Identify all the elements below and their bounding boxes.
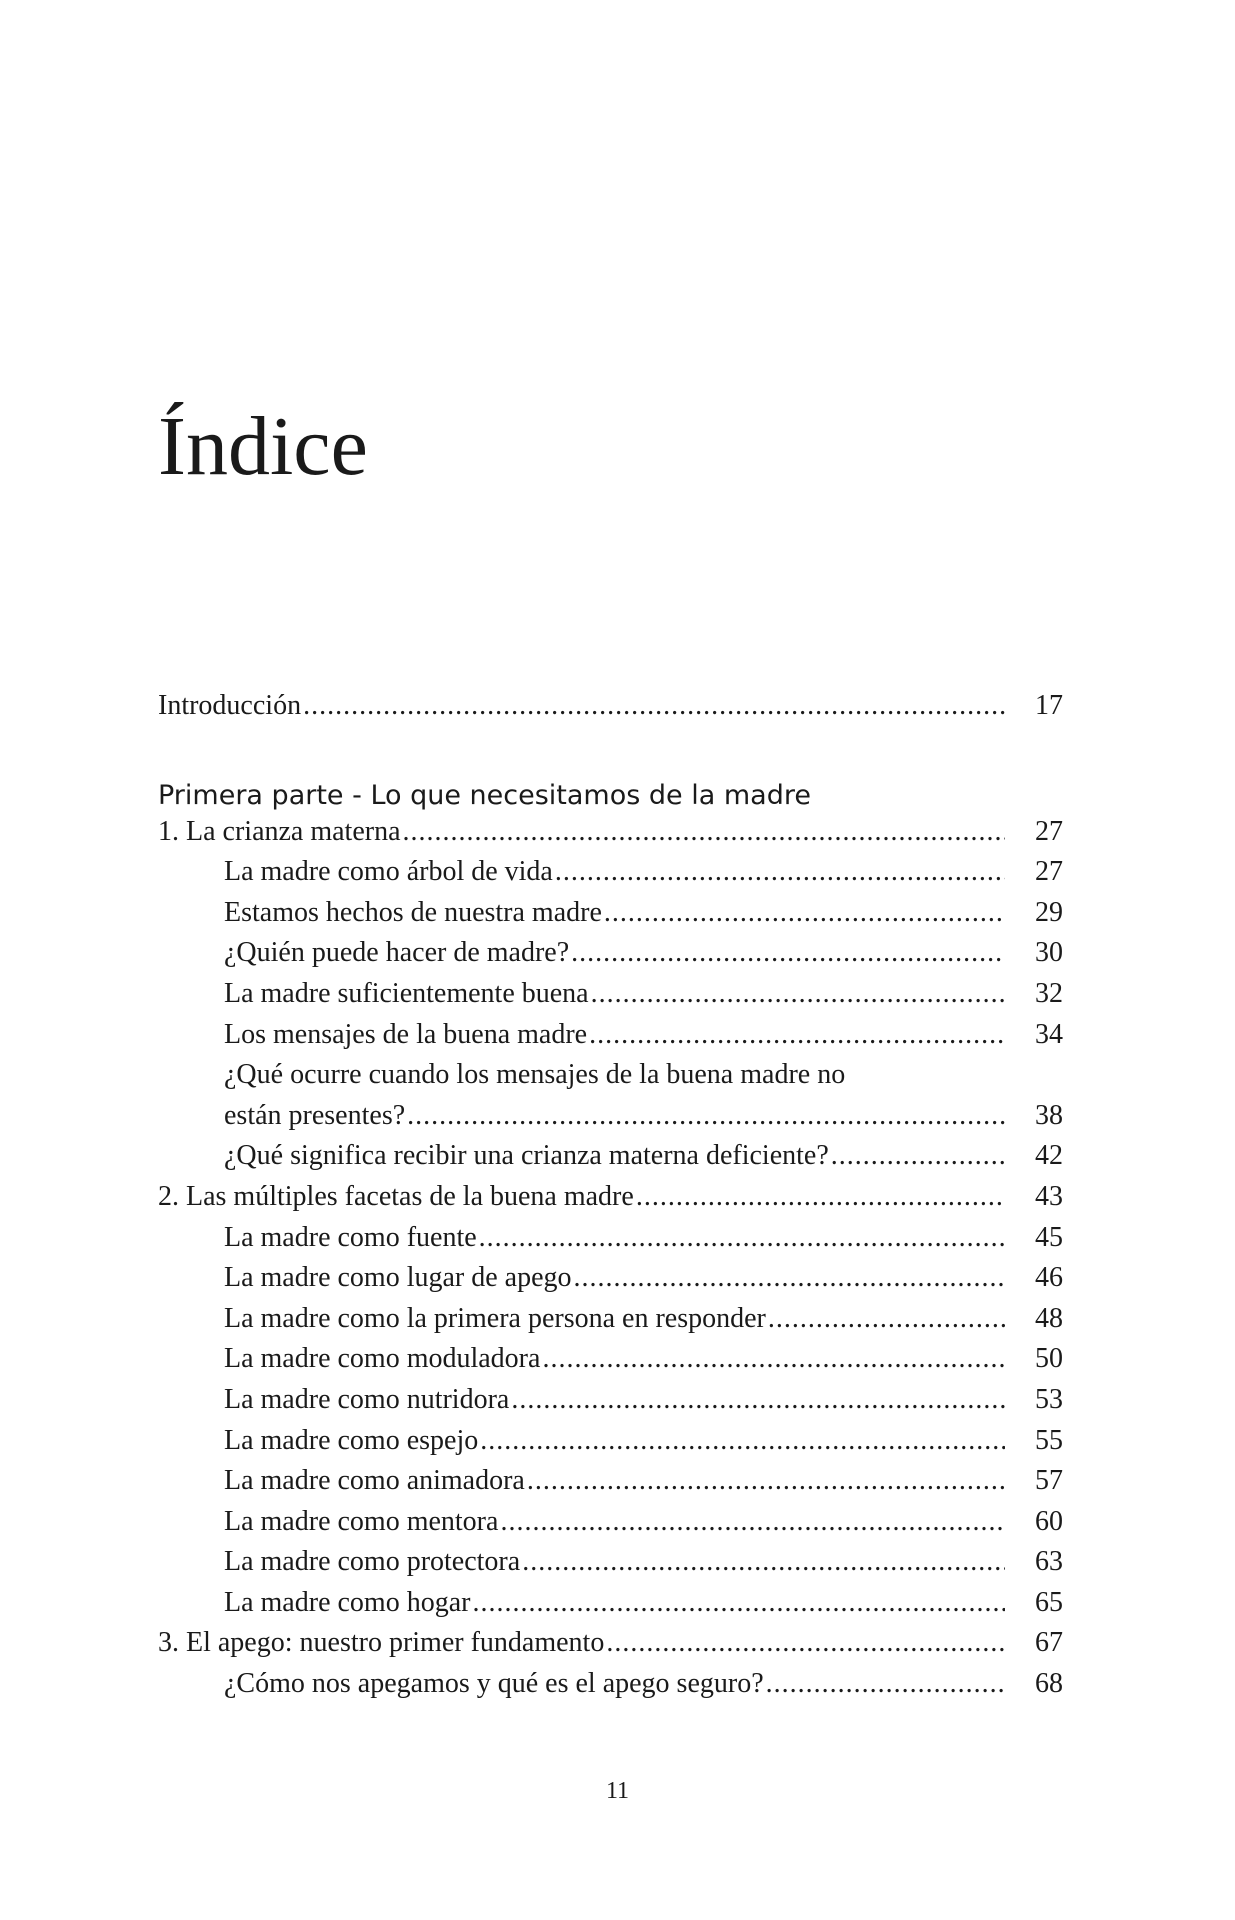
toc-chapter-3 [158, 1627, 1063, 1668]
toc-page-number: 27 [1035, 856, 1063, 888]
toc-page-number: 30 [1035, 937, 1063, 969]
page-title: Índice [158, 400, 368, 493]
toc-entry-label: La madre como nutridora [224, 1383, 510, 1415]
toc-entry [158, 1100, 1063, 1141]
toc-entry-label: ¿Qué ocurre cuando los mensajes de la buena madre no [224, 1059, 846, 1091]
toc-entry-label: 1. La crianza materna [158, 815, 401, 847]
dot-leader [831, 1140, 1005, 1172]
toc-entry-label: 3. El apego: nuestro primer fundamento [158, 1627, 605, 1659]
toc-page-number: 68 [1035, 1668, 1063, 1700]
dot-leader [303, 690, 1005, 722]
dot-leader [555, 856, 1005, 888]
toc-entry-label: La madre como fuente [224, 1221, 477, 1253]
toc-page-number: 17 [1035, 690, 1063, 721]
toc-page-number: 46 [1035, 1262, 1063, 1294]
toc-page-number: 60 [1035, 1505, 1063, 1537]
toc-entry [158, 1262, 1063, 1303]
toc-entry [158, 1425, 1063, 1466]
toc-page-number: 57 [1035, 1465, 1063, 1497]
toc-page-number: 55 [1035, 1424, 1063, 1456]
dot-leader [606, 1627, 1005, 1659]
toc-page-number: 63 [1035, 1546, 1063, 1578]
toc-entry-label: ¿Qué significa recibir una crianza materna deficiente? [224, 1140, 829, 1172]
toc-entry [158, 978, 1063, 1019]
toc-entry [158, 1465, 1063, 1506]
section-spacer [158, 731, 1063, 772]
dot-leader [527, 1465, 1005, 1497]
toc-entry [158, 1546, 1063, 1587]
toc-entry-label: Introducción [158, 690, 302, 721]
toc-entry-label: La madre como lugar de apego [224, 1262, 572, 1294]
dot-leader [522, 1546, 1005, 1578]
toc-entry-label: Los mensajes de la buena madre [224, 1018, 588, 1050]
toc-entry-label: La madre como moduladora [224, 1343, 541, 1375]
toc-entry-label: ¿Quién puede hacer de madre? [224, 937, 570, 969]
toc-entry [158, 1222, 1063, 1263]
toc-entry [158, 1343, 1063, 1384]
part-heading: Primera parte - Lo que necesitamos de la madre [158, 779, 811, 811]
toc-entry [158, 856, 1063, 897]
toc-entry-introduccion [158, 690, 1063, 731]
table-of-contents [158, 690, 1063, 1709]
toc-entry-label: La madre como la primera persona en responder [224, 1302, 766, 1334]
dot-leader [407, 1100, 1005, 1132]
toc-page-number: 42 [1035, 1140, 1063, 1172]
toc-chapter-1 [158, 816, 1063, 857]
toc-page-number: 53 [1035, 1383, 1063, 1415]
toc-page-number: 27 [1035, 815, 1063, 847]
toc-entry-wrapped-line [158, 1059, 1063, 1100]
toc-entry-label: La madre como mentora [224, 1505, 499, 1537]
toc-entry [158, 1303, 1063, 1344]
toc-entry-label: La madre como espejo [224, 1424, 479, 1456]
toc-entry [158, 1384, 1063, 1425]
toc-entry-label: La madre suficientemente buena [224, 977, 589, 1009]
toc-entry [158, 1668, 1063, 1709]
dot-leader [511, 1384, 1005, 1416]
toc-entry-label: 2. Las múltiples facetas de la buena madre [158, 1180, 634, 1212]
toc-page-number: 34 [1035, 1018, 1063, 1050]
dot-leader [604, 897, 1005, 929]
dot-leader [500, 1506, 1005, 1538]
toc-entry-label: La madre como protectora [224, 1546, 521, 1578]
dot-leader [574, 1262, 1005, 1294]
toc-entry [158, 1587, 1063, 1628]
toc-entry-label: ¿Cómo nos apegamos y qué es el apego seguro? [224, 1668, 764, 1700]
toc-entry-label: Estamos hechos de nuestra madre [224, 896, 602, 928]
dot-leader [480, 1425, 1005, 1457]
toc-entry-label: La madre como animadora [224, 1465, 525, 1497]
dot-leader [591, 978, 1005, 1010]
toc-entry-label: La madre como hogar [224, 1586, 471, 1618]
dot-leader [403, 816, 1005, 848]
dot-leader [636, 1181, 1005, 1213]
dot-leader [589, 1019, 1005, 1051]
toc-page-number: 32 [1035, 977, 1063, 1009]
dot-leader [479, 1222, 1005, 1254]
toc-page-number: 67 [1035, 1627, 1063, 1659]
toc-page-number: 48 [1035, 1302, 1063, 1334]
toc-page-number: 38 [1035, 1099, 1063, 1131]
toc-entry-label: La madre como árbol de vida [224, 856, 553, 888]
dot-leader [571, 937, 1005, 969]
dot-leader [472, 1587, 1005, 1619]
dot-leader [766, 1668, 1005, 1700]
toc-entry [158, 937, 1063, 978]
page-number-footer: 11 [605, 1778, 630, 1804]
toc-entry [158, 1506, 1063, 1547]
dot-leader [542, 1343, 1005, 1375]
toc-page-number: 65 [1035, 1586, 1063, 1618]
toc-entry [158, 1019, 1063, 1060]
toc-page-number: 45 [1035, 1221, 1063, 1253]
toc-page-number: 43 [1035, 1180, 1063, 1212]
toc-entry-label-continued: están presentes? [224, 1099, 406, 1131]
toc-entry [158, 897, 1063, 938]
toc-page-number: 29 [1035, 896, 1063, 928]
dot-leader [768, 1303, 1005, 1335]
toc-chapter-2 [158, 1181, 1063, 1222]
toc-entry [158, 1140, 1063, 1181]
toc-page-number: 50 [1035, 1343, 1063, 1375]
